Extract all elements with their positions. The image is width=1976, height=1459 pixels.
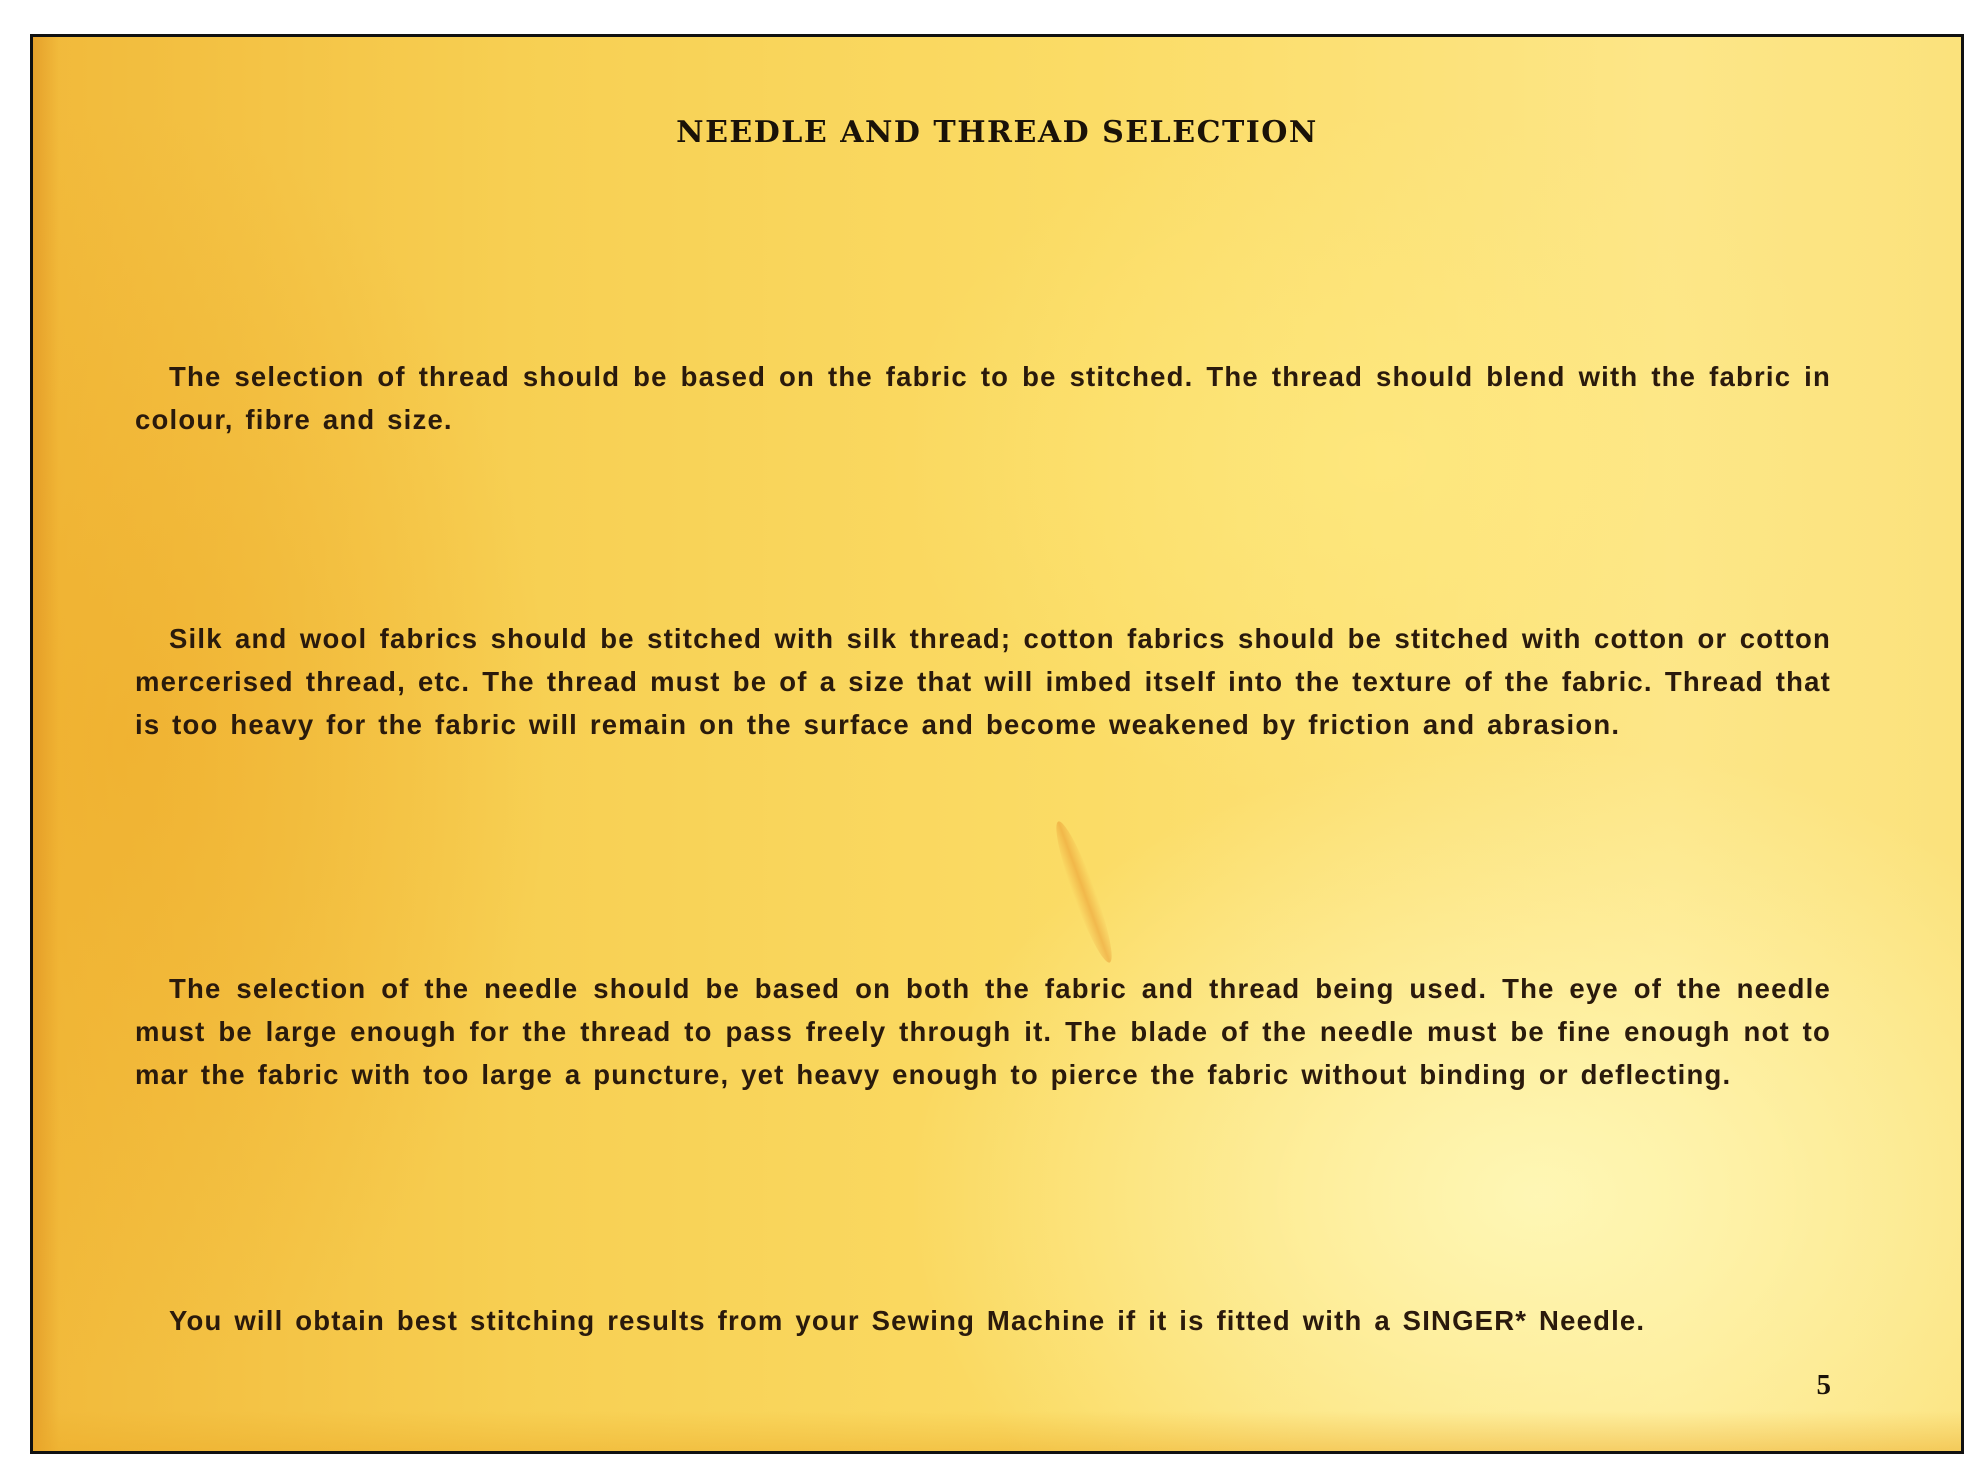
manual-page: [30, 34, 1964, 1454]
page-title: NEEDLE AND THREAD SELECTION: [676, 115, 1318, 150]
paper-shadow-bottom: [33, 1411, 1961, 1451]
paragraph-fabric-thread-match: Silk and wool fabrics should be stitched with silk thread; cotton fabrics should be stitched with cotton or cotton mercerised thread, etc. The thread must be of a size that will imbed itself into the texture of the fabric. Thread that is too heavy for the fabric will remain on the surface and become weakened by friction and abrasion.: [135, 623, 1831, 740]
paragraph-thread-selection: The selection of thread should be based on the fabric to be stitched. The thread should blend with the fabric in colour, fibre and size.: [135, 361, 1831, 435]
paper-shadow-left: [33, 37, 59, 1451]
paragraph-needle-selection: The selection of the needle should be based on both the fabric and thread being used. The eye of the needle must be large enough for the thread to pass freely through it. The blade of the needle must be fine enough not to mar the fabric with too large a puncture, yet heavy enough to pierce the fabric without binding or deflecting.: [135, 973, 1831, 1090]
paragraph-singer-needle: You will obtain best stitching results from your Sewing Machine if it is fitted with a SINGER* Needle.: [169, 1305, 1646, 1336]
paper-crease: [1048, 818, 1120, 966]
page-number: 5: [1816, 1369, 1831, 1401]
